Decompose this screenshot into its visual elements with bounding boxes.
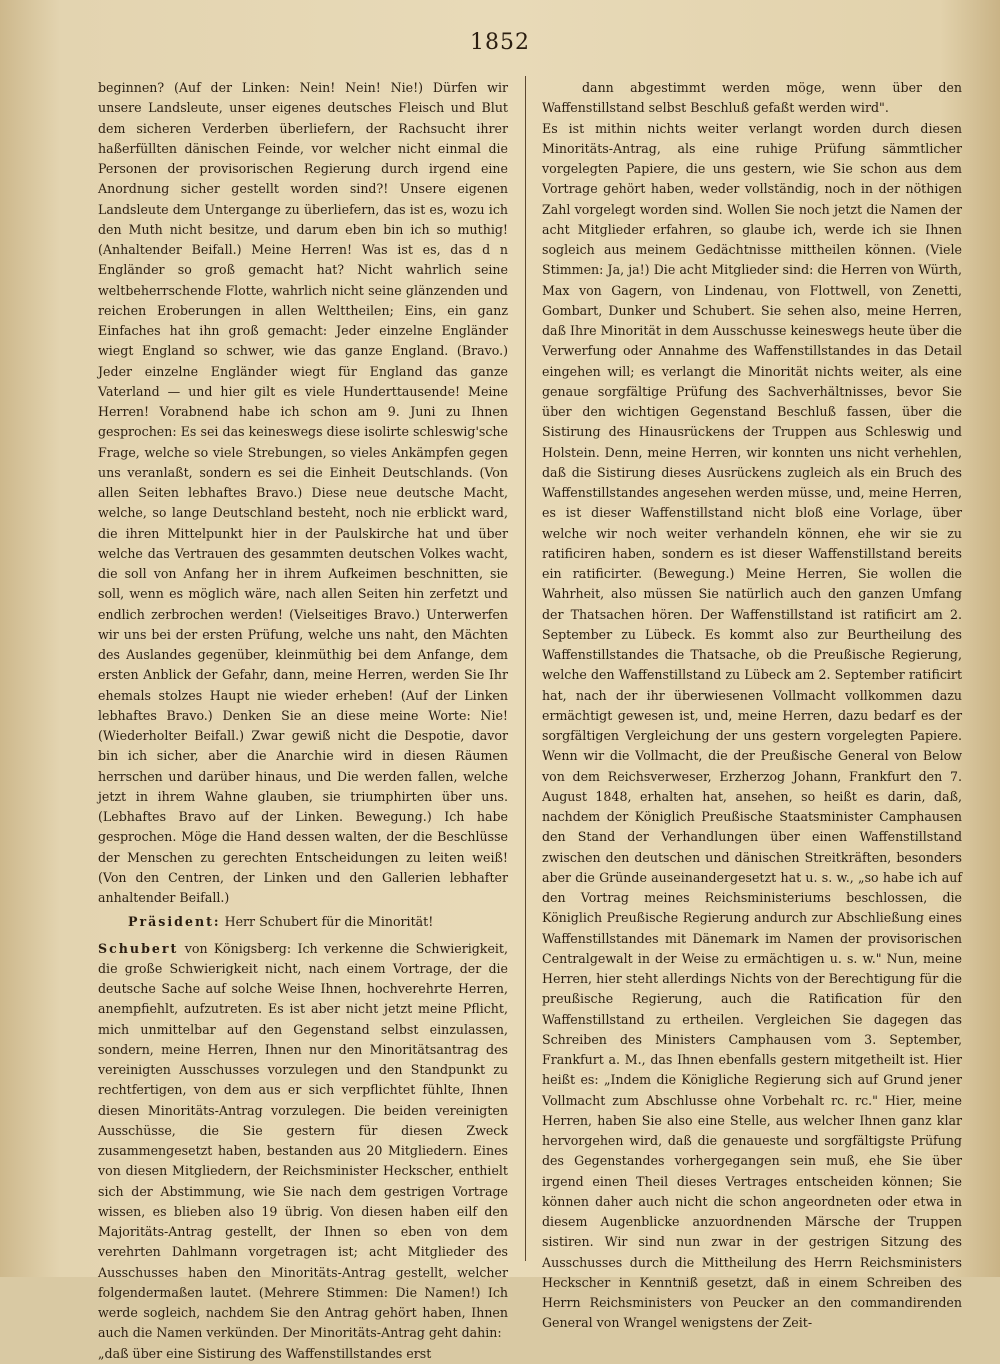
- speech-paragraph-continued: Es ist mithin nichts weiter verlangt worden durch diesen Minoritäts-Antrag, als eine ruhige Prüfung sämmtlicher vorgelegten Papiere, die uns gestern, wie Sie schon aus dem Vortrage gehört haben, weder vollständig, noch in der nöthigen Zahl vorgelegt worden sind. Wollen Sie noch jetzt die Namen der acht Mitglieder erfahren, so glaube ich, werde ich sie Ihnen sogleich aus meinem Gedächtnisse mittheilen können. (Viele Stimmen: Ja, ja!) Die acht Mitglieder sind: die Herren von Würth, Max von Gagern, von Lindenau, von Flottwell, von Zenetti, Gombart, Dunker und Schubert. Sie sehen also, meine Herren, daß Ihre Minorität in dem Ausschusse keineswegs heute über die Verwerfung oder Annahme des Waffenstillstandes in das Detail eingehen will; es verlangt die Minorität nichts weiter, als eine genaue sorgfältige Prüfung des Sachverhältnisses, bevor Sie über den wichtigen Gegenstand Beschluß fassen, über die Sistirung des Hinausrückens der Truppen aus Schleswig und Holstein. Denn, meine Herren, wir konnten uns nicht verhehlen, daß die Sistirung dieses Ausrückens zugleich als ein Bruch des Waffenstillstandes angesehen werden müsse, und, meine Herren, es ist dieser Waffenstillstand nicht bloß eine Vorlage, über welche wir noch weiter verhandeln können, ehe wir sie zu ratificiren haben, sondern es ist dieser Waffenstillstand bereits ein ratificirter. (Bewegung.) Meine Herren, Sie wollen die Wahrheit, also müssen Sie natürlich auch den ganzen Umfang der Thatsachen hören. Der Waffenstillstand ist ratificirt am 2. September zu Lübeck. Es kommt also zur Beurtheilung des Waffenstillstandes die Thatsache, ob die Preußische Regierung, welche den Waffenstillstand zu Lübeck am 2. September ratificirt hat, nach der ihr überwiesenen Vollmacht vollkommen dazu ermächtigt gewesen ist, und, meine Herren, dazu bedarf es der sorgfältigen Vergleichung der uns gestern vorgelegten Papiere. Wenn wir die Vollmacht, die der Preußische General von Below von dem Reichsverweser, Erzherzog Johann, Frankfurt den 7. August 1848, erhalten hat, ansehen, so heißt es darin, daß, nachdem der Königlich Preußische Staatsminister Camphausen den Stand der Verhandlungen über einen Waffenstillstand zwischen den deutschen und dänischen Streitkräften, besonders aber die Gründe auseinandergesetzt hat u. s. w., „so habe ich auf den Vortrag meines Reichsministeriums beschlossen, die Königlich Preußische Regierung andurch zur Abschließung eines Waffenstillstandes mit Dänemark im Namen der provisorischen Centralgewalt in der Weise zu ermächtigen u. s. w." Nun, meine Herren, hier steht allerdings Nichts von der Berechtigung für die preußische Regierung, auch die Ratification für den Waffenstillstand zu ertheilen. Vergleichen Sie dagegen das Schreiben des Ministers Camphausen vom 3. September, Frankfurt a. M., das Ihnen ebenfalls gestern mitgetheilt ist. Hier heißt es: „Indem die Königliche Regierung sich auf Grund jener Vollmacht zum Abschlusse ohne Vorbehalt rc. rc." Hier, meine Herren, haben Sie also eine Stelle, aus welcher Ihnen ganz klar hervorgehen wird, daß die genaueste und sorgfältigste Prüfung des Gegenstandes vorhergegangen sein muß, ehe Sie über irgend einen Theil dieses Vertrages entscheiden können; Sie können daher auch nicht die schon angeordneten oder etwa in diesem Augenblicke anzuordnenden Märsche der Truppen sistiren. Wir sind nun zwar in der gestrigen Sitzung des Ausschusses durch die Mittheilung des Herrn Reichsministers Heckscher in Kenntniß gesetzt, daß in einem Schreiben des Herrn Reichsministers von Peucker an den commandirenden General von Wrangel wenigstens der Zeit-: [542, 120, 962, 1331]
- quote-end: dann abgestimmt werden möge, wenn über den Waffenstillstand selbst Beschluß gefaßt werden wird".: [542, 80, 962, 116]
- speech-paragraph: beginnen? (Auf der Linken: Nein! Nein! Nie!) Dürfen wir unsere Landsleute, unser eigenes deutsches Fleisch und Blut dem sicheren Verderben überliefern, der Rachsucht ihrer haßerfüllten dänischen Feinde, vor welcher nicht einmal die Personen der provisorischen Regierung durch irgend eine Anordnung sicher gestellt worden sind?! Unsere eigenen Landsleute dem Untergange zu überliefern, das ist es, wozu ich den Muth nicht besitze, und darum eben bin ich so muthig! (Anhaltender Beifall.) Meine Herren! Was ist es, das d n Engländer so groß gemacht hat? Nicht wahrlich seine weltbeherrschende Flotte, wahrlich nicht seine glänzenden und reichen Eroberungen in allen Welttheilen; Eins, ein ganz Einfaches hat ihn groß gemacht: Jeder einzelne Engländer wiegt England so schwer, wie das ganze England. (Bravo.) Jeder einzelne Engländer wiegt für England das ganze Vaterland — und hier gilt es viele Hunderttausende! Meine Herren! Vorabnend habe ich schon am 9. Juni zu Ihnen gesprochen: Es sei das keineswegs diese isolirte schleswig'sche Frage, welche so viele Strebungen, so vieles Ankämpfen gegen uns veranlaßt, sondern es sei die Einheit Deutschlands. (Von allen Seiten lebhaftes Bravo.) Diese neue deutsche Macht, welche, so lange Deutschland besteht, noch nie erblickt ward, die ihren Mittelpunkt hier in der Paulskirche hat und über welche das Vertrauen des gesammten deutschen Volkes wacht, die soll von Anfang her in ihrem Aufkeimen beschnitten, sie soll, wenn es möglich wäre, nach allen Seiten hin zerfetzt und endlich zerbrochen werden! (Vielseitiges Bravo.) Unterwerfen wir uns bei der ersten Prüfung, welche uns naht, den Mächten des Auslandes gegenüber, kleinmüthig bei dem Anfange, dem ersten Anblick der Gefahr, dann, meine Herren, werden Sie Ihr ehemals stolzes Haupt nie wieder erheben! (Auf der Linken lebhaftes Bravo.) Denken Sie an diese meine Worte: Nie! (Wiederholter Beifall.) Zwar gewiß nicht die Despotie, davor bin ich sicher, aber die Anarchie wird in diesen Räumen herrschen und darüber hinaus, und Die werden fallen, welche jetzt in ihrem Wahne glauben, sie triumphirten über uns. (Lebhaftes Bravo auf der Linken. Bewegung.) Ich habe gesprochen. Möge die Hand dessen walten, der die Beschlüsse der Menschen zu gerechten Entscheidungen zu leiten weiß! (Von den Centren, der Linken und den Gallerien lebhafter anhaltender Beifall.): [98, 80, 508, 905]
- quote-start: „daß über eine Sistirung des Waffenstillstandes erst: [98, 1345, 432, 1361]
- speaker-name-schubert: Schubert: [98, 940, 179, 956]
- left-column: [98, 78, 508, 1364]
- schubert-paragraph: [98, 939, 508, 1344]
- schubert-text: von Königsberg: Ich verkenne die Schwierigkeit, die große Schwierigkeit nicht, nach einem Vortrage, der die deutsche Sache auf solche Weise Ihnen, hochverehrte Herren, anempfiehlt, aufzutreten. Es ist aber nicht jetzt meine Pflicht, mich unmittelbar auf den Gegenstand selbst einzulassen, sondern, meine Herren, Ihnen nur den Minoritätsantrag des vereinigten Ausschusses vorzulegen und den Standpunkt zu rechtfertigen, von dem aus er sich verpflichtet fühlte, Ihnen diesen Minoritäts-Antrag vorzulegen. Die beiden vereinigten Ausschüsse, die Sie gestern für diesen Zweck zusammengesetzt haben, bestanden aus 20 Mitgliedern. Eines von diesen Mitgliedern, der Reichsminister Heckscher, enthielt sich der Abstimmung, wie Sie nach dem gestrigen Vortrage wissen, es blieben also 19 übrig. Von diesen haben eilf den Majoritäts-Antrag gestellt, der Ihnen so eben von dem verehrten Dahlmann vorgetragen ist; acht Mitglieder des Ausschusses haben den Minoritäts-Antrag gestellt, welcher folgendermaßen lautet. (Mehrere Stimmen: Die Namen!) Ich werde sogleich, nachdem Sie den Antrag gehört haben, Ihnen auch die Namen verkünden. Der Minoritäts-Antrag geht dahin:: [98, 940, 508, 1341]
- speaker-name-president: Präsident:: [128, 914, 221, 930]
- right-column: [542, 78, 962, 1334]
- page-number: 1852: [470, 30, 530, 55]
- president-paragraph: [98, 912, 508, 932]
- president-text: Herr Schubert für die Minorität!: [220, 914, 434, 930]
- column-divider: [525, 76, 526, 1261]
